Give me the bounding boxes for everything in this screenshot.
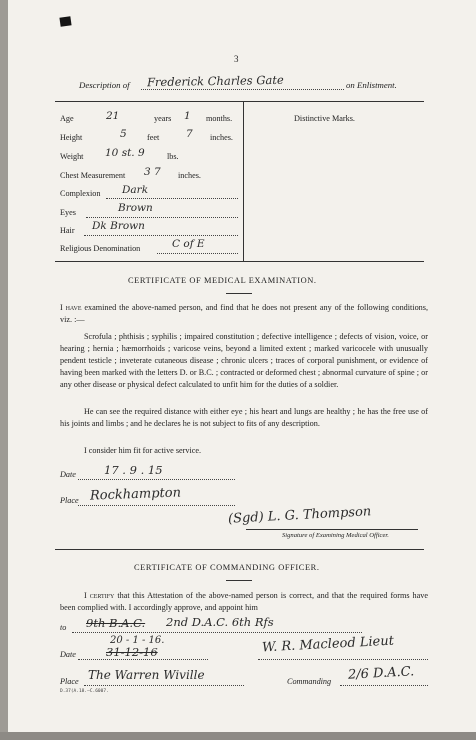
medical-paragraph-3: He can see the required distance with either eye ; his heart and lungs are healthy ; he has the free use of his joints and limbs ; and he declares he is not subject to fits of any description. — [60, 407, 428, 429]
religion-line — [157, 253, 238, 254]
commanding-place-line — [84, 685, 244, 686]
commanding-date-struck: 31-12-16 — [106, 645, 158, 659]
commanding-to-line — [72, 632, 362, 633]
box-divider — [243, 101, 244, 261]
box-top-rule — [55, 101, 424, 102]
height-label: Height — [60, 133, 83, 142]
feet-label: feet — [147, 133, 160, 142]
commanding-paragraph: I certify that this Attestation of the above-named person is correct, and that the required forms have been complied with. I accordingly approve, and appoint him — [60, 591, 429, 613]
chest-label: Chest Measurement — [60, 171, 126, 180]
medical-officer-signature: (Sgd) L. G. Thompson — [227, 504, 372, 527]
form-footer-code: D.37(A.18.—C.6007. — [60, 689, 109, 694]
signature-rule — [246, 529, 418, 530]
commanding-to-label: to — [60, 623, 67, 632]
medical-date-label: Date — [60, 470, 76, 479]
inches-label: inches. — [210, 133, 233, 142]
commanding-date-line — [78, 659, 208, 660]
commanding-label: Commanding — [287, 677, 332, 686]
eyes-value: Brown — [118, 202, 153, 214]
medical-heading-rule — [226, 293, 252, 294]
officer-signature-line — [258, 659, 428, 660]
medical-date-line — [78, 479, 235, 480]
medical-paragraph-1: I have examined the above-named person, and find that he does not present any of the following conditions, viz. :— — [60, 303, 429, 325]
complexion-label: Complexion — [60, 189, 101, 198]
commanding-place-value: The Warren Wiville — [88, 668, 205, 682]
religion-label: Religious Denomination — [60, 244, 141, 253]
weight-label: Weight — [60, 152, 84, 161]
section-rule — [55, 549, 424, 550]
commanding-date-label: Date — [60, 650, 76, 659]
commanding-to-struck: 9th B.A.C. — [86, 616, 146, 630]
medical-signature-label: Signature of Examining Medical Officer. — [282, 532, 389, 539]
on-enlistment-label: on Enlistment. — [346, 80, 397, 90]
hair-label: Hair — [60, 226, 75, 235]
height-feet: 5 — [120, 128, 127, 140]
chest-inches-label: inches. — [178, 171, 201, 180]
chest-value: 3 7 — [144, 166, 161, 178]
complexion-value: Dark — [122, 184, 149, 196]
eyes-label: Eyes — [60, 208, 76, 217]
age-years: 21 — [106, 110, 120, 122]
complexion-line — [106, 198, 238, 199]
commanding-place-label: Place — [60, 677, 79, 686]
hair-value: Dk Brown — [92, 220, 145, 232]
punch-mark — [59, 16, 71, 26]
lbs-label: lbs. — [167, 152, 179, 161]
medical-paragraph-4: I consider him fit for active service. — [84, 446, 202, 455]
recruit-name: Frederick Charles Gate — [146, 72, 284, 90]
years-label: years — [154, 114, 172, 123]
medical-place-label: Place — [60, 496, 79, 505]
page-number: 3 — [234, 54, 239, 64]
weight-value: 10 st. 9 — [105, 147, 145, 159]
commanding-unit: 2/6 D.A.C. — [347, 664, 415, 683]
religion-value: C of E — [172, 238, 205, 250]
description-label: Description of — [79, 80, 130, 90]
commanding-heading: CERTIFICATE OF COMMANDING OFFICER. — [134, 563, 320, 572]
box-bottom-rule — [55, 261, 424, 262]
commanding-date-above: 20 - 1 - 16. — [110, 635, 165, 646]
eyes-line — [86, 217, 238, 218]
months-label: months. — [206, 114, 233, 123]
commanding-heading-rule — [226, 580, 252, 581]
medical-date-value: 17 . 9 . 15 — [104, 463, 163, 477]
medical-heading: CERTIFICATE OF MEDICAL EXAMINATION. — [128, 276, 317, 285]
age-months: 1 — [184, 110, 191, 122]
commanding-to-value: 2nd D.A.C. 6th Rfs — [166, 615, 274, 629]
medical-place-line — [78, 505, 235, 506]
medical-place-value: Rockhampton — [89, 485, 182, 504]
medical-paragraph-2: Scrofula ; phthisis ; syphilis ; impaired constitution ; defective intelligence ; defects of vision, voice, or hearing ; hernia ; hæmorrhoids ; varicose veins, beyond a limited extent ; marked varicocele with unusually pendent testicle ; inveterate cutaneous disease ; chronic ulcers ; traces of corporal punishment, or evidence of having been marked with the letters D. or B.C. ; contracted or deformed chest ; abnormal curvature of spine ; or any other disease or physical defect calculated to unfit him for the duties of a soldier. — [60, 332, 428, 390]
name-line — [141, 89, 344, 90]
hair-line — [84, 235, 238, 236]
height-inches: 7 — [186, 128, 193, 140]
commanding-unit-line — [340, 685, 428, 686]
commanding-officer-signature: W. R. Macleod Lieut — [261, 633, 395, 656]
age-label: Age — [60, 114, 74, 123]
distinctive-marks-label: Distinctive Marks. — [294, 114, 355, 123]
